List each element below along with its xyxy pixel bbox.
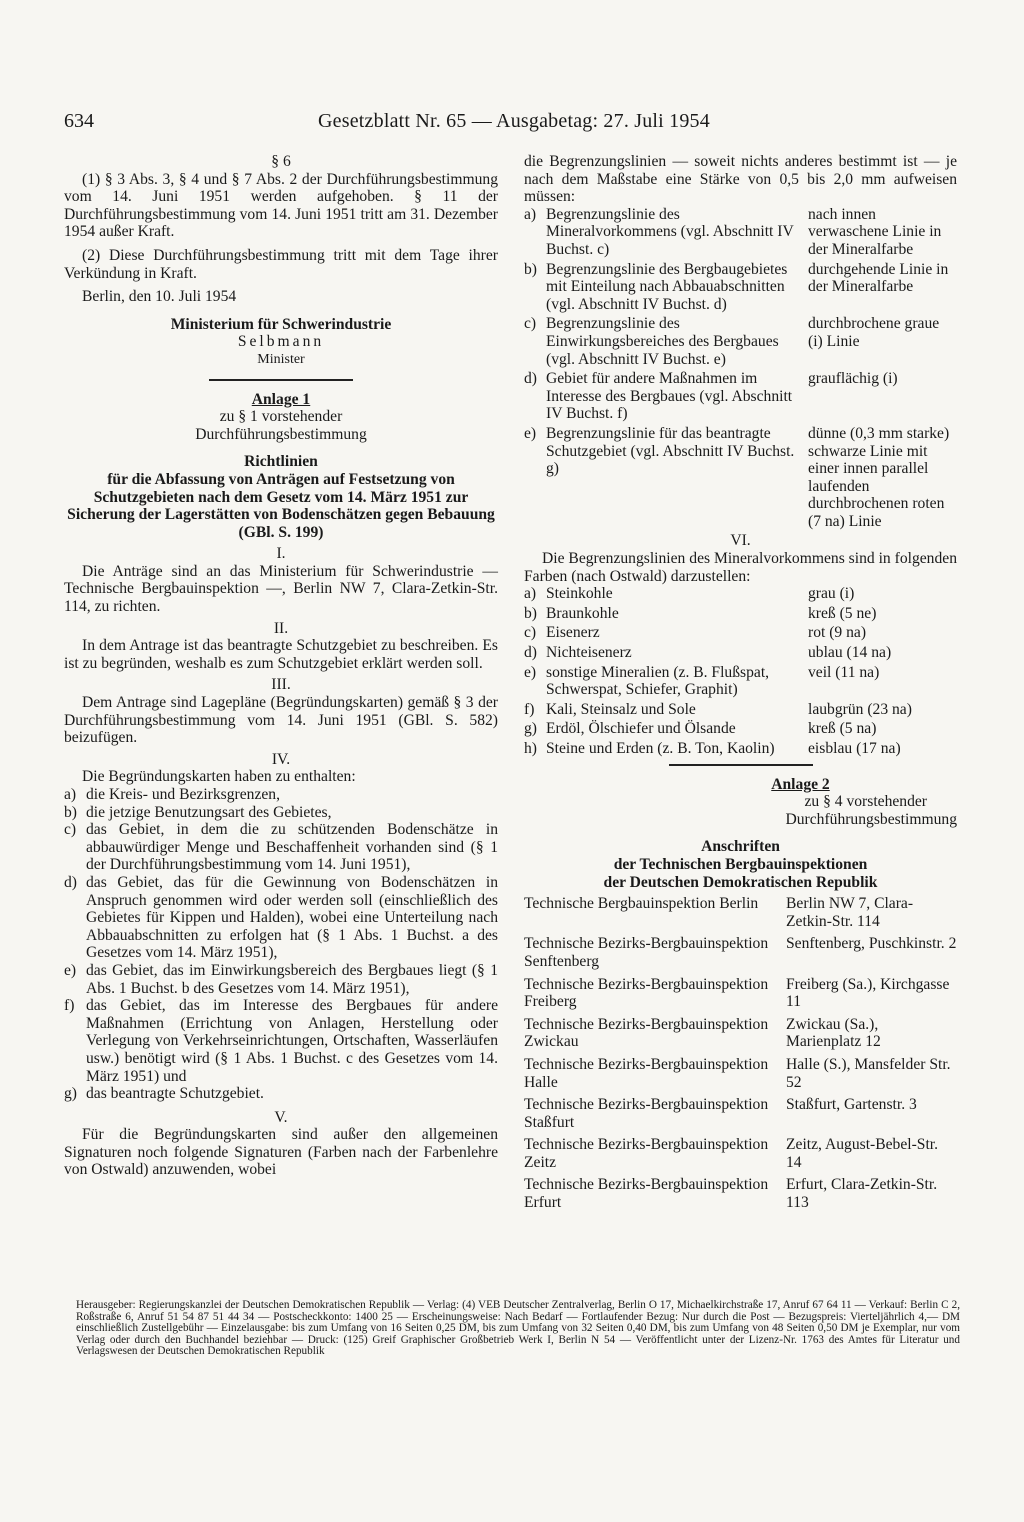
table-row: d) Nichteisenerz ublau (14 na): [524, 644, 892, 662]
section-IV-heading: IV.: [271, 750, 291, 768]
left-column: [64, 153, 498, 1179]
list-item: e) das Gebiet, das im Einwirkungsbereich des Bergbaues liegt (§ 1 Abs. 1 Buchst. b des Gesetzes vom 14. März 1951),: [64, 961, 498, 997]
table-row: d) Gebiet für andere Maßnahmen im Interesse des Bergbaues (vgl. Abschnitt IV Buchst. f) grauflächig (i): [524, 370, 898, 423]
table-row: a) Steinkohle grau (i): [524, 585, 855, 603]
table-row: b) Begrenzungslinie des Bergbaugebietes mit Einteilung nach Abbauabschnitten (vgl. Abschnitt IV Buchst. d) durchgehende Linie in der Mineralfarbe: [524, 260, 949, 313]
anlage-2-ref-line-1: zu § 4 vorstehender: [804, 793, 927, 811]
section-IV-text: Die Begründungskarten haben zu enthalten:: [82, 768, 356, 786]
anlage-1-ref-line-1: zu § 1 vorstehender: [219, 408, 343, 426]
table-row: Technische Bezirks-Bergbauinspektion Halle Halle (S.), Mansfelder Str. 52: [524, 1055, 951, 1091]
table-row: b) Braunkohle kreß (5 ne): [524, 604, 877, 622]
section-V-heading: V.: [274, 1108, 288, 1126]
anlage-2-title: Anlage 2: [771, 775, 830, 793]
table-row: Technische Bergbauinspektion Berlin Berlin NW 7, Clara-Zetkin-Str. 114: [524, 895, 914, 930]
table-row: Technische Bezirks-Bergbauinspektion Freiberg Freiberg (Sa.), Kirchgasse 11: [524, 975, 950, 1011]
anlage-2-ref-line-2: Durchführungsbestimmung: [785, 810, 957, 828]
table-row: g) Erdöl, Ölschiefer und Ölsande kreß (5 na): [524, 720, 877, 738]
section-II-heading: II.: [273, 619, 289, 637]
page-number: 634: [64, 110, 94, 132]
section-6-heading: § 6: [271, 153, 291, 170]
section-IV-list: [64, 786, 498, 1103]
table-row: h) Steine und Erden (z. B. Ton, Kaolin) eisblau (17 na): [524, 740, 901, 757]
imprint-footer: Herausgeber: Regierungskanzlei der Deutschen Demokratischen Republik — Verlag: (4) VEB Deutscher Zentralverlag, Berlin O 17, Michaelkirchstraße 17, Anruf 67 64 11 — Verkauf: Berlin C 2, Roßstraße 6, Anruf 51 54 87 51 44 34 — Postscheckkonto: 1400 25 — Erscheinungsweise: Nach Bedarf — Fortlaufender Bezug: Nur durch die Post — Bezugspreis: Vierteljährlich 4,— DM einschließlich Zustellgebühr — Einzelausgabe: bis zum Umfang von 16 Seiten 0,25 DM, bis zum Umfang von 32 Seiten 0,40 DM, bis zum Umfang von 48 Seiten 0,50 DM je Exemplar, nur vom Verlag oder durch den Buchhandel beziehbar — Druck: (125) Greif Graphischer Großbetrieb Werk I, Berlin N 54 — Veröffentlicht unter der Lizenz-Nr. 1763 des Amtes für Literatur und Verlagswesen der Deutschen Demokratischen Republik: [76, 1299, 960, 1358]
list-item: d) das Gebiet, das für die Gewinnung von Bodenschätzen in Anspruch genommen wird oder werden soll (einschließlich des Gebietes für Kippen und Halden), wobei eine Unterteilung nach Abbauabschnitten zu erfolgen hat (§ 1 Abs. 1 Buchst. a des Gesetzes vom 14. März 1951),: [64, 873, 498, 962]
table-row: Technische Bezirks-Bergbauinspektion Staßfurt Staßfurt, Gartenstr. 3: [524, 1096, 917, 1131]
section-I-text: Die Anträge sind an das Ministerium für Schwerindustrie — Technische Bergbauinspektion —, Berlin NW 7, Clara-Zetkin-Str. 114, zu richten.: [64, 562, 498, 616]
signer-name: Selbmann: [237, 333, 325, 351]
section-6-paragraph-1: (1) § 3 Abs. 3, § 4 und § 7 Abs. 2 der Durchführungsbestimmung vom 14. Juni 1951 werden aufgehoben. § 11 der Durchführungsbestimmung vom 14. Juni 1951 tritt am 31. Dezember 1954 außer Kraft.: [64, 170, 498, 241]
list-item: a) die Kreis- und Bezirksgrenzen,: [64, 786, 280, 803]
section-VI-heading: VI.: [730, 532, 751, 550]
list-item: b) die jetzige Benutzungsart des Gebietes,: [64, 803, 332, 821]
addresses-subtitle-1: der Technischen Bergbauinspektionen: [613, 855, 868, 873]
guidelines-title: Richtlinien: [244, 453, 318, 471]
table-row: Technische Bezirks-Bergbauinspektion Erfurt Erfurt, Clara-Zetkin-Str. 113: [524, 1176, 938, 1212]
list-item: g) das beantragte Schutzgebiet.: [64, 1085, 264, 1103]
table-row: e) Begrenzungslinie für das beantragte Schutzgebiet (vgl. Abschnitt IV Buchst. g) dünne (0,3 mm starke) schwarze Linie mit einer innen parallel laufenden durchbrochenen roten (7 na) Linie: [524, 424, 950, 530]
table-row: a) Begrenzungslinie des Mineralvorkommens (vgl. Abschnitt IV Buchst. c) nach innen verwaschene Linie in der Mineralfarbe: [524, 205, 942, 258]
table-row: f) Kali, Steinsalz und Sole laubgrün (23 na): [524, 700, 912, 718]
signature-table: [524, 206, 957, 533]
list-item: f) das Gebiet, das im Interesse des Bergbaues für andere Maßnahmen (Errichtung von Anlagen, Herstellung oder Verlegung von Verkehrseinrichtungen, Ortschaften, Wasserläufen usw.) benötigt wird (§ 1 Abs. 1 Buchst. c des Gesetzes vom 14. März 1951) und: [64, 997, 498, 1085]
anlage-1-title: Anlage 1: [251, 390, 311, 408]
table-row: c) Begrenzungslinie des Einwirkungsbereiches des Bergbaues (vgl. Abschnitt IV Buchst. e) durchbrochene graue (i) Linie: [524, 315, 940, 368]
guidelines-subtitle: für die Abfassung von Anträgen auf Festsetzung von Schutzgebieten nach dem Gesetz vom 14. März 1951 zur Sicherung der Lagerstätten von Bodenschätzen gegen Bebauung (GBl. S. 199): [67, 470, 495, 541]
section-VI-text: Die Begrenzungslinien des Mineralvorkommens sind in folgenden Farben (nach Ostwald) darzustellen:: [524, 550, 957, 585]
addresses-subtitle-2: der Deutschen Demokratischen Republik: [603, 873, 878, 891]
section-V-continuation: die Begrenzungslinien — soweit nichts anderes bestimmt ist — je nach dem Maßstabe eine Stärke von 0,5 bis 2,0 mm aufweisen müssen:: [524, 153, 957, 206]
addresses-title: Anschriften: [701, 838, 780, 856]
table-row: Technische Bezirks-Bergbauinspektion Zwickau Zwickau (Sa.), Marienplatz 12: [524, 1015, 881, 1051]
date-line: Berlin, den 10. Juli 1954: [82, 288, 237, 306]
table-row: Technische Bezirks-Bergbauinspektion Zeitz Zeitz, August-Bebel-Str. 14: [524, 1136, 939, 1171]
section-V-text: Für die Begründungskarten sind außer den allgemeinen Signaturen noch folgende Signaturen (Farben nach der Farbenlehre von Ostwald) anzuwenden, wobei: [64, 1126, 498, 1179]
section-II-text: In dem Antrage ist das beantragte Schutzgebiet zu beschreiben. Es ist zu begründen, weshalb es zum Schutzgebiet erklärt werden soll.: [64, 637, 498, 672]
table-row: e) sonstige Mineralien (z. B. Flußspat, Schwerspat, Schiefer, Graphit) veil (11 na): [524, 663, 880, 699]
ministry-name: Ministerium für Schwerindustrie: [170, 315, 392, 333]
table-row: Technische Bezirks-Bergbauinspektion Senftenberg Senftenberg, Puschkinstr. 2: [524, 935, 957, 970]
signer-role: Minister: [257, 351, 305, 367]
right-column: [524, 153, 957, 1217]
section-III-heading: III.: [271, 676, 291, 694]
page-header-title: Gesetzblatt Nr. 65 — Ausgabetag: 27. Juli 1954: [318, 110, 710, 132]
table-row: c) Eisenerz rot (9 na): [524, 624, 867, 642]
address-table: [524, 895, 957, 1217]
section-I-heading: I.: [276, 545, 286, 563]
section-6-paragraph-2: (2) Diese Durchführungsbestimmung tritt mit dem Tage ihrer Verkündung in Kraft.: [64, 246, 498, 282]
section-III-text: Dem Antrage sind Lagepläne (Begründungskarten) gemäß § 3 der Durchführungsbestimmung vom 14. Juni 1951 (GBl. S. 582) beizufügen.: [64, 694, 498, 747]
color-table: [524, 585, 957, 759]
list-item: c) das Gebiet, in dem die zu schützenden Bodenschätze in abbauwürdiger Menge und Beschaffenheit vorhanden sind (§ 1 der Durchführungsbestimmung vom 14. Juni 1951),: [64, 821, 498, 874]
anlage-1-ref-line-2: Durchführungsbestimmung: [195, 425, 367, 443]
